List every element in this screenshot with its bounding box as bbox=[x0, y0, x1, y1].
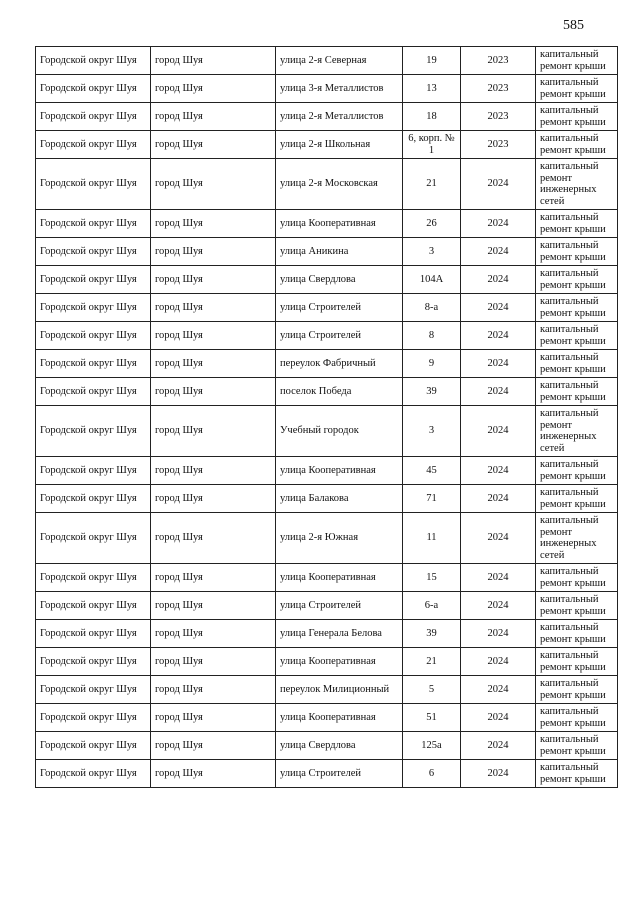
city-cell: город Шуя bbox=[151, 704, 276, 732]
year-cell: 2024 bbox=[461, 322, 536, 350]
city-cell: город Шуя bbox=[151, 406, 276, 457]
city-cell: город Шуя bbox=[151, 103, 276, 131]
house-cell: 51 bbox=[403, 704, 461, 732]
work-type-cell: капитальный ремонт крыши bbox=[536, 564, 618, 592]
street-cell: улица 2-я Московская bbox=[276, 159, 403, 210]
okrug-cell: Городской округ Шуя bbox=[36, 103, 151, 131]
work-type-cell: капитальный ремонт крыши bbox=[536, 350, 618, 378]
house-cell: 45 bbox=[403, 457, 461, 485]
work-type-cell: капитальный ремонт крыши bbox=[536, 238, 618, 266]
city-cell: город Шуя bbox=[151, 294, 276, 322]
year-cell: 2024 bbox=[461, 564, 536, 592]
city-cell: город Шуя bbox=[151, 322, 276, 350]
table-row bbox=[36, 378, 618, 406]
street-cell: переулок Милиционный bbox=[276, 676, 403, 704]
table-row bbox=[36, 648, 618, 676]
city-cell: город Шуя bbox=[151, 350, 276, 378]
table-row bbox=[36, 159, 618, 210]
okrug-cell: Городской округ Шуя bbox=[36, 266, 151, 294]
house-cell: 125а bbox=[403, 732, 461, 760]
table-row bbox=[36, 294, 618, 322]
street-cell: улица Строителей bbox=[276, 322, 403, 350]
city-cell: город Шуя bbox=[151, 648, 276, 676]
work-type-cell: капитальный ремонт крыши bbox=[536, 378, 618, 406]
table-row bbox=[36, 620, 618, 648]
street-cell: улица 2-я Северная bbox=[276, 47, 403, 75]
okrug-cell: Городской округ Шуя bbox=[36, 513, 151, 564]
street-cell: улица Балакова bbox=[276, 485, 403, 513]
city-cell: город Шуя bbox=[151, 485, 276, 513]
work-type-cell: капитальный ремонт крыши bbox=[536, 103, 618, 131]
table-row bbox=[36, 210, 618, 238]
table-row bbox=[36, 322, 618, 350]
okrug-cell: Городской округ Шуя bbox=[36, 159, 151, 210]
work-type-cell: капитальный ремонт инженерных сетей bbox=[536, 159, 618, 210]
okrug-cell: Городской округ Шуя bbox=[36, 322, 151, 350]
okrug-cell: Городской округ Шуя bbox=[36, 592, 151, 620]
okrug-cell: Городской округ Шуя bbox=[36, 378, 151, 406]
work-type-cell: капитальный ремонт крыши bbox=[536, 131, 618, 159]
okrug-cell: Городской округ Шуя bbox=[36, 350, 151, 378]
year-cell: 2024 bbox=[461, 350, 536, 378]
year-cell: 2024 bbox=[461, 648, 536, 676]
city-cell: город Шуя bbox=[151, 513, 276, 564]
house-cell: 18 bbox=[403, 103, 461, 131]
house-cell: 3 bbox=[403, 406, 461, 457]
table-row bbox=[36, 406, 618, 457]
city-cell: город Шуя bbox=[151, 131, 276, 159]
street-cell: улица 2-я Южная bbox=[276, 513, 403, 564]
house-cell: 5 bbox=[403, 676, 461, 704]
house-cell: 3 bbox=[403, 238, 461, 266]
year-cell: 2023 bbox=[461, 131, 536, 159]
okrug-cell: Городской округ Шуя bbox=[36, 238, 151, 266]
city-cell: город Шуя bbox=[151, 760, 276, 788]
city-cell: город Шуя bbox=[151, 47, 276, 75]
okrug-cell: Городской округ Шуя bbox=[36, 620, 151, 648]
table-row bbox=[36, 103, 618, 131]
table-row bbox=[36, 564, 618, 592]
year-cell: 2023 bbox=[461, 103, 536, 131]
work-type-cell: капитальный ремонт крыши bbox=[536, 676, 618, 704]
house-cell: 6-а bbox=[403, 592, 461, 620]
table-row bbox=[36, 350, 618, 378]
house-cell: 8-а bbox=[403, 294, 461, 322]
house-cell: 11 bbox=[403, 513, 461, 564]
house-cell: 19 bbox=[403, 47, 461, 75]
street-cell: поселок Победа bbox=[276, 378, 403, 406]
year-cell: 2024 bbox=[461, 592, 536, 620]
city-cell: город Шуя bbox=[151, 75, 276, 103]
table-row bbox=[36, 485, 618, 513]
okrug-cell: Городской округ Шуя bbox=[36, 564, 151, 592]
table-row bbox=[36, 704, 618, 732]
work-type-cell: капитальный ремонт инженерных сетей bbox=[536, 406, 618, 457]
okrug-cell: Городской округ Шуя bbox=[36, 406, 151, 457]
okrug-cell: Городской округ Шуя bbox=[36, 131, 151, 159]
table-row bbox=[36, 266, 618, 294]
street-cell: Учебный городок bbox=[276, 406, 403, 457]
work-type-cell: капитальный ремонт инженерных сетей bbox=[536, 513, 618, 564]
okrug-cell: Городской округ Шуя bbox=[36, 485, 151, 513]
city-cell: город Шуя bbox=[151, 266, 276, 294]
year-cell: 2024 bbox=[461, 159, 536, 210]
work-type-cell: капитальный ремонт крыши bbox=[536, 322, 618, 350]
okrug-cell: Городской округ Шуя bbox=[36, 732, 151, 760]
okrug-cell: Городской округ Шуя bbox=[36, 210, 151, 238]
year-cell: 2024 bbox=[461, 732, 536, 760]
work-type-cell: капитальный ремонт крыши bbox=[536, 266, 618, 294]
house-cell: 39 bbox=[403, 378, 461, 406]
table-row bbox=[36, 131, 618, 159]
year-cell: 2024 bbox=[461, 238, 536, 266]
house-cell: 71 bbox=[403, 485, 461, 513]
house-cell: 21 bbox=[403, 159, 461, 210]
work-type-cell: капитальный ремонт крыши bbox=[536, 592, 618, 620]
table-row bbox=[36, 513, 618, 564]
city-cell: город Шуя bbox=[151, 238, 276, 266]
city-cell: город Шуя bbox=[151, 592, 276, 620]
okrug-cell: Городской округ Шуя bbox=[36, 75, 151, 103]
city-cell: город Шуя bbox=[151, 378, 276, 406]
city-cell: город Шуя bbox=[151, 676, 276, 704]
year-cell: 2023 bbox=[461, 47, 536, 75]
house-cell: 104А bbox=[403, 266, 461, 294]
year-cell: 2024 bbox=[461, 676, 536, 704]
table-body bbox=[36, 47, 618, 788]
house-cell: 6, корп. № 1 bbox=[403, 131, 461, 159]
city-cell: город Шуя bbox=[151, 564, 276, 592]
work-type-cell: капитальный ремонт крыши bbox=[536, 704, 618, 732]
city-cell: город Шуя bbox=[151, 732, 276, 760]
work-type-cell: капитальный ремонт крыши bbox=[536, 75, 618, 103]
work-type-cell: капитальный ремонт крыши bbox=[536, 485, 618, 513]
house-cell: 13 bbox=[403, 75, 461, 103]
okrug-cell: Городской округ Шуя bbox=[36, 648, 151, 676]
city-cell: город Шуя bbox=[151, 210, 276, 238]
house-cell: 8 bbox=[403, 322, 461, 350]
house-cell: 39 bbox=[403, 620, 461, 648]
year-cell: 2024 bbox=[461, 704, 536, 732]
work-type-cell: капитальный ремонт крыши bbox=[536, 620, 618, 648]
okrug-cell: Городской округ Шуя bbox=[36, 676, 151, 704]
year-cell: 2024 bbox=[461, 266, 536, 294]
house-cell: 15 bbox=[403, 564, 461, 592]
table-row bbox=[36, 75, 618, 103]
street-cell: улица Кооперативная bbox=[276, 648, 403, 676]
table-row bbox=[36, 457, 618, 485]
street-cell: улица Строителей bbox=[276, 294, 403, 322]
street-cell: улица Генерала Белова bbox=[276, 620, 403, 648]
house-cell: 6 bbox=[403, 760, 461, 788]
work-type-cell: капитальный ремонт крыши bbox=[536, 210, 618, 238]
work-type-cell: капитальный ремонт крыши bbox=[536, 47, 618, 75]
table-row bbox=[36, 47, 618, 75]
street-cell: улица Свердлова bbox=[276, 732, 403, 760]
work-type-cell: капитальный ремонт крыши bbox=[536, 732, 618, 760]
okrug-cell: Городской округ Шуя bbox=[36, 457, 151, 485]
city-cell: город Шуя bbox=[151, 457, 276, 485]
table-row bbox=[36, 592, 618, 620]
okrug-cell: Городской округ Шуя bbox=[36, 704, 151, 732]
work-type-cell: капитальный ремонт крыши bbox=[536, 457, 618, 485]
street-cell: улица Кооперативная bbox=[276, 457, 403, 485]
city-cell: город Шуя bbox=[151, 159, 276, 210]
table-row bbox=[36, 760, 618, 788]
street-cell: улица Свердлова bbox=[276, 266, 403, 294]
work-type-cell: капитальный ремонт крыши bbox=[536, 294, 618, 322]
year-cell: 2023 bbox=[461, 75, 536, 103]
house-cell: 26 bbox=[403, 210, 461, 238]
housing-register-table bbox=[35, 46, 618, 788]
street-cell: переулок Фабричный bbox=[276, 350, 403, 378]
page-number: 585 bbox=[563, 18, 584, 33]
street-cell: улица Кооперативная bbox=[276, 704, 403, 732]
street-cell: улица 2-я Школьная bbox=[276, 131, 403, 159]
street-cell: улица Кооперативная bbox=[276, 564, 403, 592]
street-cell: улица 2-я Металлистов bbox=[276, 103, 403, 131]
okrug-cell: Городской округ Шуя bbox=[36, 760, 151, 788]
house-cell: 21 bbox=[403, 648, 461, 676]
street-cell: улица Аникина bbox=[276, 238, 403, 266]
year-cell: 2024 bbox=[461, 406, 536, 457]
work-type-cell: капитальный ремонт крыши bbox=[536, 648, 618, 676]
street-cell: улица Строителей bbox=[276, 760, 403, 788]
table-row bbox=[36, 238, 618, 266]
street-cell: улица Кооперативная bbox=[276, 210, 403, 238]
year-cell: 2024 bbox=[461, 485, 536, 513]
house-cell: 9 bbox=[403, 350, 461, 378]
street-cell: улица Строителей bbox=[276, 592, 403, 620]
table-row bbox=[36, 732, 618, 760]
year-cell: 2024 bbox=[461, 620, 536, 648]
okrug-cell: Городской округ Шуя bbox=[36, 294, 151, 322]
year-cell: 2024 bbox=[461, 513, 536, 564]
year-cell: 2024 bbox=[461, 457, 536, 485]
year-cell: 2024 bbox=[461, 210, 536, 238]
street-cell: улица 3-я Металлистов bbox=[276, 75, 403, 103]
year-cell: 2024 bbox=[461, 760, 536, 788]
year-cell: 2024 bbox=[461, 294, 536, 322]
work-type-cell: капитальный ремонт крыши bbox=[536, 760, 618, 788]
year-cell: 2024 bbox=[461, 378, 536, 406]
table-row bbox=[36, 676, 618, 704]
city-cell: город Шуя bbox=[151, 620, 276, 648]
okrug-cell: Городской округ Шуя bbox=[36, 47, 151, 75]
